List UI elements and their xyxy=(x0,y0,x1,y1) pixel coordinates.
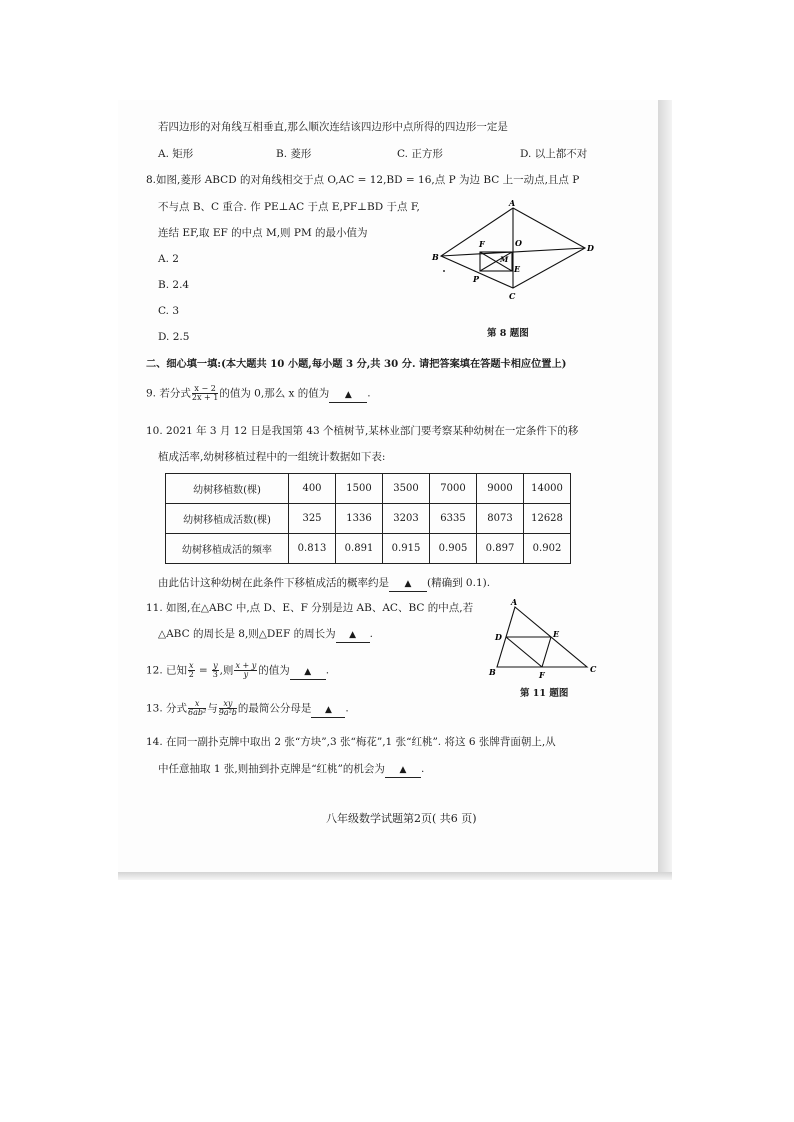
seedling-table xyxy=(165,473,571,564)
row-label: 幼树移植成活数(棵) xyxy=(166,504,289,534)
rhombus-figure xyxy=(425,198,600,308)
label-m: M xyxy=(500,255,509,264)
table-cell: 1500 xyxy=(336,474,383,504)
q10-line2: 植成活率,幼树移植过程中的一组统计数据如下表: xyxy=(158,451,386,463)
table-cell: 400 xyxy=(289,474,336,504)
q8-option-d: D. 2.5 xyxy=(158,331,190,343)
table-cell: 12628 xyxy=(524,504,571,534)
table-cell: 0.902 xyxy=(524,534,571,564)
table-cell: 14000 xyxy=(524,474,571,504)
label-b: B xyxy=(489,667,496,677)
q12-line: 12. 已知 $\frac{x}{2}$ = $\frac{y}{3}$ ,则 $\frac{x + y}{y}$ 的值为 ▲ . xyxy=(146,661,330,679)
q11-answer-blank: ▲ xyxy=(336,628,370,643)
label-c: C xyxy=(509,291,516,301)
label-d: D xyxy=(587,243,594,253)
q7-stem: 若四边形的对角线互相垂直,那么顺次连结该四边形中点所得的四边形一定是 xyxy=(158,121,508,133)
label-o: O xyxy=(515,238,522,248)
label-f: F xyxy=(479,239,485,249)
q8-figure-caption: 第 8 题图 xyxy=(487,328,529,339)
label-e: E xyxy=(514,264,521,274)
table-row xyxy=(166,474,571,504)
q8-line3: 连结 EF,取 EF 的中点 M,则 PM 的最小值为 xyxy=(158,227,368,239)
q9-line: 9. 若分式 $\frac{x - 2}{2x + 1}$ 的值为 0,那么 x 的值为 ▲ . xyxy=(146,384,371,402)
q12-prefix: 12. 已知 xyxy=(146,664,188,677)
table-cell: 3500 xyxy=(383,474,430,504)
q13-fraction-2: $\frac{xy}{\text{9a²b}}$ xyxy=(218,699,237,717)
q14-line1: 14. 在同一副扑克牌中取出 2 张“方块”,3 张“梅花”,1 张“红桃”. 将这 6 张牌背面朝上,从 xyxy=(146,736,556,748)
table-cell: 7000 xyxy=(430,474,477,504)
table-cell: 0.905 xyxy=(430,534,477,564)
segment-df xyxy=(506,637,542,667)
q10-conclusion-suffix: (精确到 0.1). xyxy=(427,577,491,589)
q9-answer-blank: ▲ xyxy=(329,388,367,403)
label-e: E xyxy=(553,629,560,639)
q8-line2: 不与点 B、C 重合. 作 PE⊥AC 于点 E,PF⊥BD 于点 F, xyxy=(158,201,420,213)
label-p: P xyxy=(473,274,480,284)
table-cell: 0.813 xyxy=(289,534,336,564)
table-cell: 6335 xyxy=(430,504,477,534)
q9-denominator: 2x + 1 xyxy=(191,393,219,402)
q12-fraction-2: $\frac{y}{3}$ xyxy=(212,661,218,679)
q11-line2-prefix: △ABC 的周长是 8,则△DEF 的周长为 xyxy=(158,628,336,640)
q7-option-b: B. 菱形 xyxy=(276,148,312,160)
q10-line1: 10. 2021 年 3 月 12 日是我国第 43 个植树节,某林业部门要考察某种幼树在一定条件下的移 xyxy=(146,425,579,437)
q7-option-c: C. 正方形 xyxy=(397,148,443,160)
q13-line: 13. 分式 $\frac{x}{\text{6ab²}}$ 与 $\frac{xy}{\text{9a²b}}$ 的最简公分母是 ▲ . xyxy=(146,699,349,717)
table-row xyxy=(166,534,571,564)
table-cell: 9000 xyxy=(477,474,524,504)
table-cell: 3203 xyxy=(383,504,430,534)
label-c: C xyxy=(590,664,597,674)
q14-line2: 中任意抽取 1 张,则抽到扑克牌是“红桃”的机会为 ▲ . xyxy=(158,762,424,778)
q8-option-a: A. 2 xyxy=(158,253,179,265)
q7-option-a: A. 矩形 xyxy=(158,148,194,160)
segment-ef xyxy=(542,637,551,667)
label-b: B xyxy=(432,252,439,262)
q12-fraction-1: $\frac{x}{2}$ xyxy=(188,661,194,679)
triangle-figure xyxy=(483,595,603,685)
q13-fraction-1: $\frac{x}{\text{6ab²}}$ xyxy=(188,699,207,717)
paper-edge-shadow xyxy=(658,100,672,880)
q14-answer-blank: ▲ xyxy=(385,763,421,778)
row-label: 幼树移植成活的频率 xyxy=(166,534,289,564)
q7-option-d: D. 以上都不对 xyxy=(520,148,588,160)
q11-line2: △ABC 的周长是 8,则△DEF 的周长为 ▲ . xyxy=(158,627,373,643)
q8-option-c: C. 3 xyxy=(158,305,180,317)
q11-figure-caption: 第 11 题图 xyxy=(520,688,569,699)
q8-option-b: B. 2.4 xyxy=(158,279,190,291)
table-cell: 325 xyxy=(289,504,336,534)
table-row xyxy=(166,504,571,534)
row-label: 幼树移植数(棵) xyxy=(166,474,289,504)
table-cell: 8073 xyxy=(477,504,524,534)
q9-fraction xyxy=(192,385,218,402)
label-d: D xyxy=(495,632,502,642)
q9-numerator: x − 2 xyxy=(192,385,218,394)
section2-heading: 二、细心填一填:(本大题共 10 小题,每小题 3 分,共 30 分. 请把答案填在答题卡相应位置上) xyxy=(146,358,567,370)
q10-conclusion-prefix: 由此估计这种幼树在此条件下移植成活的概率约是 xyxy=(158,577,389,589)
q9-suffix: 的值为 0,那么 x 的值为 xyxy=(219,387,330,400)
q10-conclusion xyxy=(158,576,490,592)
q12-fraction-3: $\frac{x + y}{y}$ xyxy=(235,661,257,679)
q13-answer-blank: ▲ xyxy=(311,703,345,718)
table-cell: 0.897 xyxy=(477,534,524,564)
page-footer: 八年级数学试题第2页( 共6 页) xyxy=(326,812,477,825)
q10-answer-blank: ▲ xyxy=(389,577,427,592)
paper-bottom-shadow xyxy=(118,872,672,880)
label-f: F xyxy=(539,670,545,680)
q11-line1: 11. 如图,在△ABC 中,点 D、E、F 分别是边 AB、AC、BC 的中点,若 xyxy=(146,602,474,614)
label-a: A xyxy=(511,597,518,607)
q14-line2-prefix: 中任意抽取 1 张,则抽到扑克牌是“红桃”的机会为 xyxy=(158,763,385,775)
q12-answer-blank: ▲ xyxy=(290,665,326,680)
table-cell: 0.891 xyxy=(336,534,383,564)
table-cell: 0.915 xyxy=(383,534,430,564)
q9-prefix: 9. 若分式 xyxy=(146,387,191,400)
label-a: A xyxy=(509,198,516,208)
q13-prefix: 13. 分式 xyxy=(146,702,188,715)
q8-line1: 8.如图,菱形 ABCD 的对角线相交于点 O,AC = 12,BD = 16,点 P 为边 BC 上一动点,且点 P xyxy=(146,174,580,186)
table-cell: 1336 xyxy=(336,504,383,534)
